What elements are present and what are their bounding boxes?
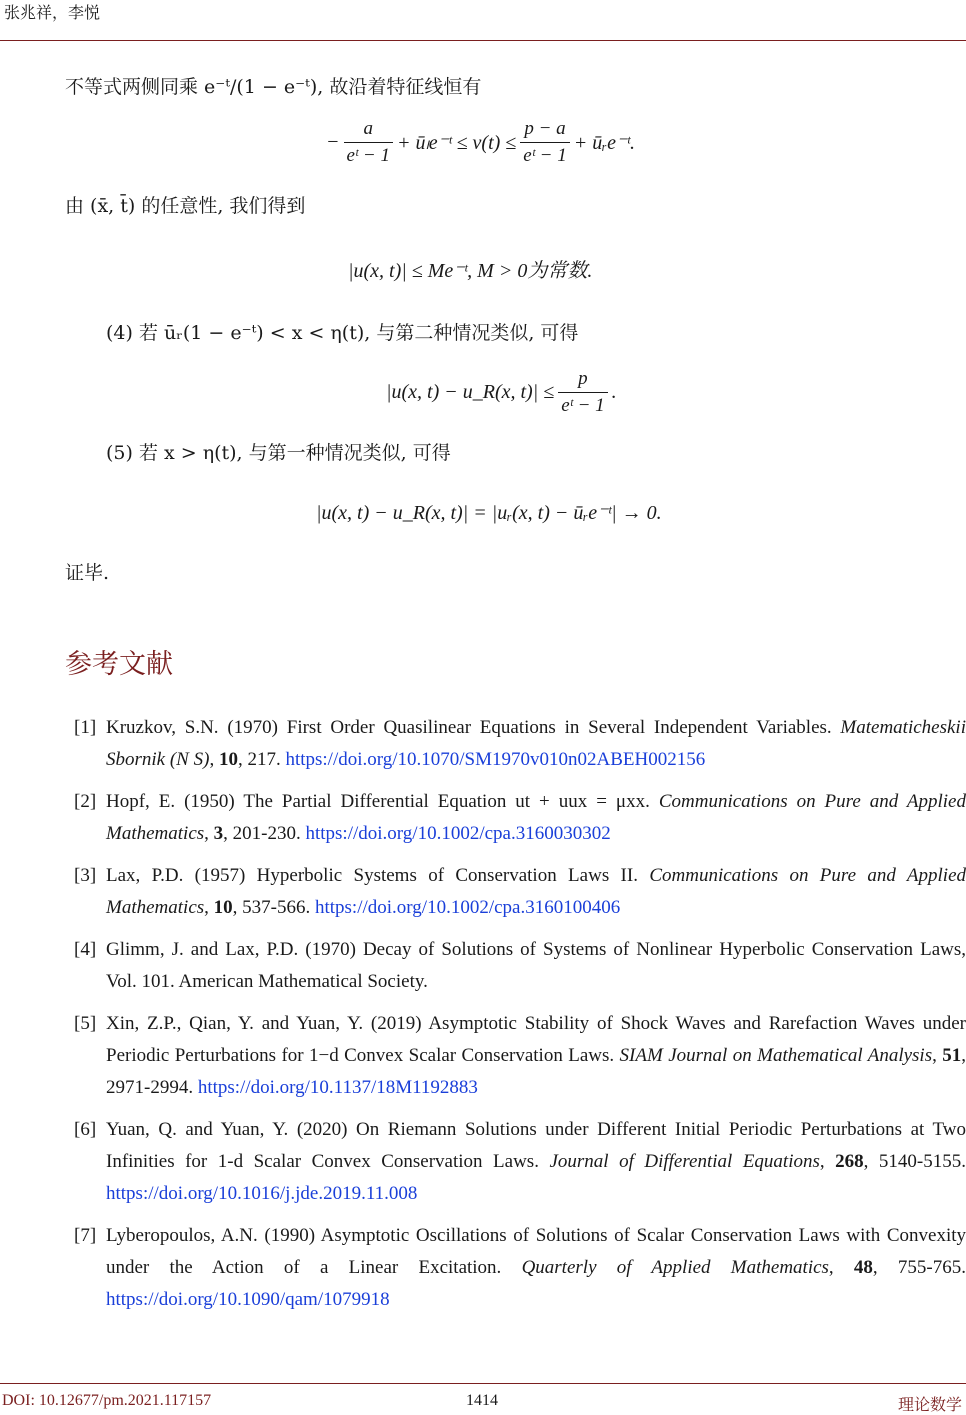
reference-doi-link[interactable]: https://doi.org/10.1002/cpa.3160100406: [314, 897, 621, 918]
reference-number: [4]: [74, 939, 97, 960]
reference-separator: ,: [204, 897, 214, 918]
reference-text: Lax, P.D. (1957) Hyperbolic Systems of Conservation Laws II.: [106, 865, 650, 886]
reference-separator: ,: [819, 1151, 836, 1172]
reference-number: [1]: [74, 717, 97, 738]
reference-text: Glimm, J. and Lax, P.D. (1970) Decay of Solutions of Systems of Nonlinear Hyperbolic Conservation Laws, Vol. 101. American Mathematical Society.: [106, 939, 966, 992]
equation-3: [386, 368, 617, 417]
header-authors: 张兆祥，李悦: [4, 3, 101, 22]
eq1-frac1-denominator: eᵗ − 1: [344, 142, 393, 167]
header-rule: [0, 40, 966, 41]
eq3-lhs: |u(x, t) − u_R(x, t)| ≤: [386, 381, 555, 403]
reference-item: [70, 1008, 966, 1104]
reference-volume: 3: [213, 823, 224, 844]
reference-separator: ,: [204, 823, 214, 844]
reference-pages: , 5140-5155.: [863, 1151, 966, 1172]
reference-journal: Matematicheskii Sbornik (N S): [106, 717, 966, 770]
footer-doi: DOI: 10.12677/pm.2021.117157: [2, 1392, 212, 1409]
reference-item: [70, 786, 966, 850]
page-number: 1414: [466, 1392, 498, 1409]
paragraph-2: 由 (x̄, t̄) 的任意性, 我们得到: [65, 195, 306, 217]
equation-2: |u(x, t)| ≤ Me⁻ᵗ, M > 0为常数.: [348, 260, 593, 282]
reference-item: [70, 860, 966, 924]
reference-number: [5]: [74, 1013, 97, 1034]
reference-doi-link[interactable]: https://doi.org/10.1090/qam/1079918: [106, 1289, 390, 1310]
qed-text: 证毕.: [65, 562, 110, 584]
case-5-text: (5) 若 x > η(t), 与第一种情况类似, 可得: [106, 442, 451, 464]
reference-separator: ,: [828, 1257, 854, 1278]
equation-4: |u(x, t) − u_R(x, t)| = |uᵣ(x, t) − ūᵣe⁻ᵗ| → 0.: [316, 502, 662, 524]
reference-number: [3]: [74, 865, 97, 886]
eq1-middle: + ūₗe⁻ᵗ ≤ v(t) ≤: [396, 132, 517, 154]
reference-journal: SIAM Journal on Mathematical Analysis: [619, 1045, 933, 1066]
reference-separator: ,: [209, 749, 219, 770]
reference-pages: , 201-230.: [223, 823, 306, 844]
footer-rule: [0, 1383, 966, 1384]
reference-text: Yuan, Q. and Yuan, Y. (2020) On Riemann Solutions under Different Initial Periodic Perturbations at Two Infinities for 1-d Scalar Convex Conservation Laws.: [106, 1119, 966, 1172]
reference-journal: Communications on Pure and Applied Mathematics: [106, 791, 966, 844]
reference-volume: 48: [853, 1257, 873, 1278]
reference-list: [70, 712, 966, 1326]
reference-pages: , 755-765.: [872, 1257, 966, 1278]
reference-doi-link[interactable]: https://doi.org/10.1137/18M1192883: [197, 1077, 478, 1098]
reference-number: [2]: [74, 791, 97, 812]
reference-volume: 10: [213, 897, 233, 918]
reference-journal: Communications on Pure and Applied Mathematics: [106, 865, 966, 918]
reference-volume: 10: [218, 749, 238, 770]
reference-doi-link[interactable]: https://doi.org/10.1002/cpa.3160030302: [305, 823, 611, 844]
reference-pages: , 537-566.: [232, 897, 315, 918]
reference-item: [70, 1114, 966, 1210]
reference-item: [70, 934, 966, 998]
reference-text: Hopf, E. (1950) The Partial Differential Equation ut + uux = μxx.: [106, 791, 659, 812]
eq3-end: .: [611, 381, 617, 403]
reference-doi-link[interactable]: https://doi.org/10.1016/j.jde.2019.11.008: [106, 1183, 418, 1204]
reference-doi-link[interactable]: https://doi.org/10.1070/SM1970v010n02ABEH002156: [285, 749, 706, 770]
reference-number: [7]: [74, 1225, 97, 1246]
eq1-fraction-2: [520, 118, 569, 167]
reference-volume: 268: [835, 1151, 864, 1172]
reference-journal: Quarterly of Applied Mathematics: [521, 1257, 829, 1278]
eq1-neg: −: [326, 131, 340, 153]
eq1-fraction-1: [344, 118, 393, 167]
reference-journal: Journal of Differential Equations: [549, 1151, 820, 1172]
reference-text: Xin, Z.P., Qian, Y. and Yuan, Y. (2019) Asymptotic Stability of Shock Waves and Rarefaction Waves under Periodic Perturbations for 1−d Convex Scalar Conservation Laws.: [106, 1013, 966, 1066]
eq1-frac2-numerator: p − a: [524, 118, 566, 139]
reference-pages: , 217.: [237, 749, 286, 770]
reference-item: [70, 712, 966, 776]
equation-1: [326, 118, 635, 167]
reference-volume: 51: [942, 1045, 962, 1066]
eq1-rhs: + ūᵣe⁻ᵗ.: [573, 132, 635, 154]
reference-text: Lyberopoulos, A.N. (1990) Asymptotic Oscillations of Solutions of Scalar Conservation Laws with Convexity under the Action of a Linear Excitation.: [106, 1225, 966, 1278]
eq3-numerator: p: [578, 368, 588, 389]
references-title: 参考文献: [65, 649, 173, 680]
reference-item: [70, 1220, 966, 1316]
reference-separator: ,: [932, 1045, 943, 1066]
reference-number: [6]: [74, 1119, 97, 1140]
eq1-frac1-numerator: a: [363, 118, 373, 139]
journal-name: 理论数学: [897, 1395, 962, 1414]
paragraph-1: 不等式两侧同乘 e⁻ᵗ/(1 − e⁻ᵗ), 故沿着特征线恒有: [65, 76, 482, 98]
reference-pages: , 2971-2994.: [106, 1045, 966, 1098]
eq3-denominator: eᵗ − 1: [558, 392, 607, 417]
eq1-frac2-denominator: eᵗ − 1: [520, 142, 569, 167]
reference-text: Kruzkov, S.N. (1970) First Order Quasilinear Equations in Several Independent Variables.: [106, 717, 841, 738]
eq3-fraction: [558, 368, 607, 417]
case-4-text: (4) 若 ūᵣ(1 − e⁻ᵗ) < x < η(t), 与第二种情况类似, 可得: [106, 322, 579, 344]
